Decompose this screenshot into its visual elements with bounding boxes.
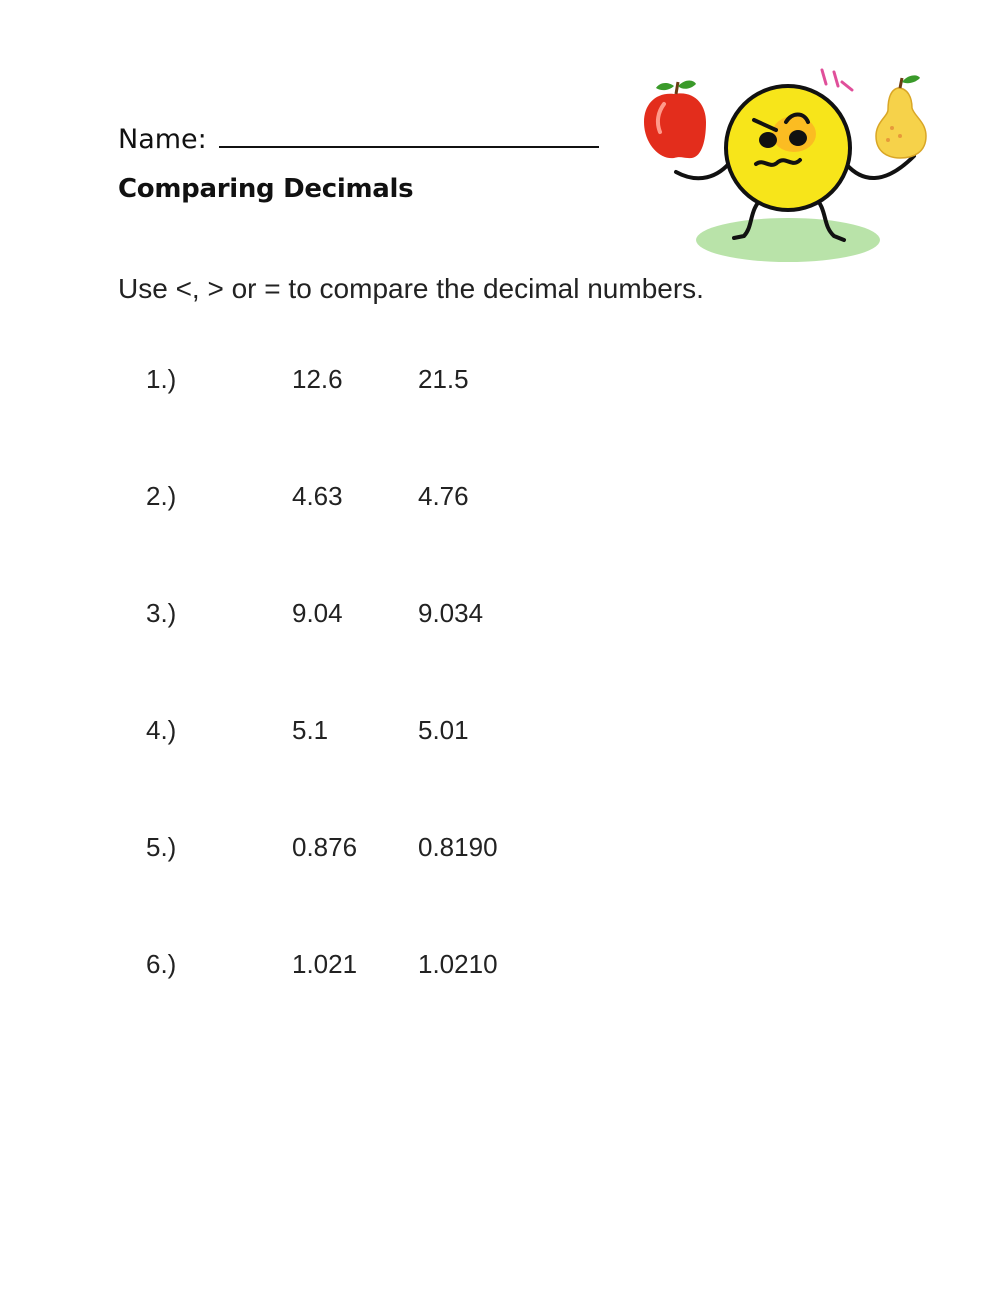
pear-icon bbox=[876, 75, 926, 158]
right-decimal: 5.01 bbox=[418, 715, 469, 745]
problem-number: 2.) bbox=[146, 481, 177, 511]
problem-row bbox=[0, 710, 1000, 750]
right-decimal: 0.8190 bbox=[418, 832, 498, 862]
sparks-icon bbox=[822, 70, 852, 90]
confused-face-illustration bbox=[636, 60, 936, 270]
instructions: Use <, > or = to compare the decimal numbers. bbox=[118, 273, 704, 304]
name-label: Name: bbox=[118, 124, 207, 155]
right-decimal: 9.034 bbox=[418, 598, 484, 628]
problem-row bbox=[0, 944, 1000, 984]
right-decimal: 4.76 bbox=[418, 481, 469, 511]
ground-shadow-icon bbox=[696, 218, 880, 262]
left-decimal: 5.1 bbox=[292, 715, 329, 745]
left-decimal: 1.021 bbox=[292, 949, 358, 979]
left-decimal: 9.04 bbox=[292, 598, 343, 628]
left-arm-icon bbox=[676, 160, 732, 178]
right-decimal: 21.5 bbox=[418, 364, 469, 394]
worksheet-title: Comparing Decimals bbox=[118, 174, 414, 204]
left-decimal: 0.876 bbox=[292, 832, 358, 862]
left-decimal: 4.63 bbox=[292, 481, 343, 511]
confused-face-icon bbox=[726, 86, 850, 210]
problem-number: 6.) bbox=[146, 949, 177, 979]
problem-number: 5.) bbox=[146, 832, 177, 862]
problem-row bbox=[0, 476, 1000, 516]
problem-row bbox=[0, 593, 1000, 633]
problem-row bbox=[0, 827, 1000, 867]
right-arm-icon bbox=[846, 156, 914, 178]
left-decimal: 12.6 bbox=[292, 364, 343, 394]
problem-number: 4.) bbox=[146, 715, 177, 745]
problem-row bbox=[0, 359, 1000, 399]
problem-number: 3.) bbox=[146, 598, 177, 628]
apple-icon bbox=[644, 81, 706, 159]
right-decimal: 1.0210 bbox=[418, 949, 498, 979]
problem-number: 1.) bbox=[146, 364, 177, 394]
